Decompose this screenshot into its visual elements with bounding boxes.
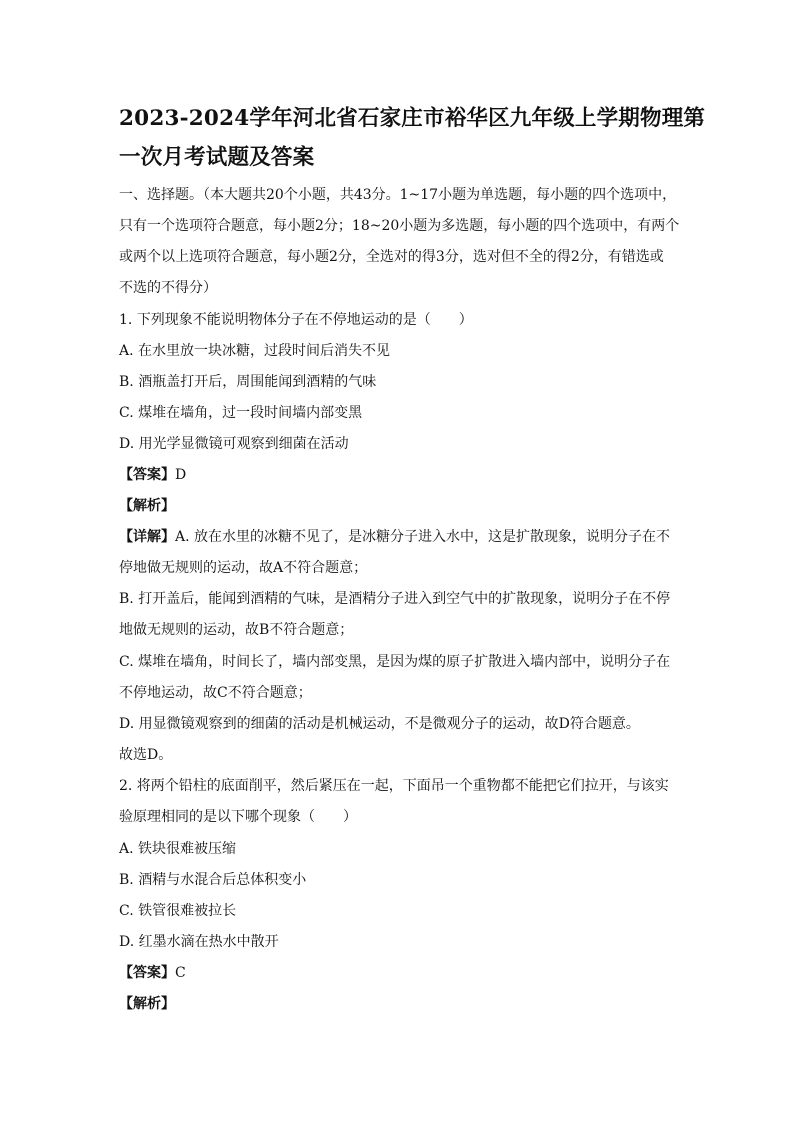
doc-title-line-2: 一次月考试题及答案 — [119, 145, 315, 170]
section-instructions-line-2: 只有一个选项符合题意，每小题2分；18~20小题为多选题，每小题的四个选项中，有两个 — [119, 218, 680, 234]
q2-answer-tag: 【答案】 — [119, 965, 175, 981]
q1-option-c: C. 煤堆在墙角，过一段时间墙内部变黑 — [119, 405, 363, 421]
section-instructions-line-4: 不选的不得分） — [119, 280, 217, 296]
q1-detail-text-1: A. 放在水里的冰糖不见了，是冰糖分子进入水中，这是扩散现象，说明分子在不 — [175, 529, 671, 545]
doc-title-line-1: 2023-2024学年河北省石家庄市裕华区九年级上学期物理第 — [119, 106, 706, 131]
section-instructions-line-1: 一、选择题。（本大题共20个小题，共43分。1~17小题为单选题，每小题的四个选项中， — [119, 187, 677, 203]
q2-analysis — [119, 997, 175, 1011]
q1-answer-value: D — [175, 467, 187, 483]
q1-detail-line-1 — [119, 530, 670, 544]
q1-detail-line-5: C. 煤堆在墙角，时间长了，墙内部变黑，是因为煤的原子扩散进入墙内部中，说明分子在 — [119, 654, 671, 670]
q2-stem-line-2: 验原理相同的是以下哪个现象（ ） — [119, 809, 357, 825]
q1-stem: 1. 下列现象不能说明物体分子在不停地运动的是（ ） — [119, 312, 473, 328]
q2-option-a: A. 铁块很难被压缩 — [119, 841, 237, 857]
q2-stem-line-1: 2. 将两个铅柱的底面削平，然后紧压在一起，下面吊一个重物都不能把它们拉开，与该实 — [119, 778, 669, 794]
q2-option-c: C. 铁管很难被拉长 — [119, 903, 237, 919]
q1-option-b: B. 酒瓶盖打开后，周围能闻到酒精的气味 — [119, 374, 377, 390]
q2-answer-value: C — [175, 965, 186, 981]
q1-analysis — [119, 499, 175, 513]
q1-option-a: A. 在水里放一块冰糖，过段时间后消失不见 — [119, 343, 391, 359]
q1-detail-line-7: D. 用显微镜观察到的细菌的活动是机械运动，不是微观分子的运动，故D符合题意。 — [119, 716, 640, 732]
q1-detail-line-6: 不停地运动，故C不符合题意； — [119, 685, 312, 701]
q1-detail-tag: 【详解】 — [119, 529, 175, 545]
q1-answer-tag: 【答案】 — [119, 467, 175, 483]
q1-answer — [119, 468, 186, 482]
q1-analysis-tag: 【解析】 — [119, 498, 175, 514]
q1-option-d: D. 用光学显微镜可观察到细菌在活动 — [119, 436, 349, 452]
q2-answer — [119, 966, 186, 980]
q2-option-d: D. 红墨水滴在热水中散开 — [119, 934, 279, 950]
q1-detail-line-4: 地做无规则的运动，故B不符合题意； — [119, 622, 354, 638]
q1-conclusion: 故选D。 — [119, 747, 173, 763]
section-instructions-line-3: 或两个以上选项符合题意，每小题2分，全选对的得3分，选对但不全的得2分，有错选或 — [119, 249, 664, 265]
q2-option-b: B. 酒精与水混合后总体积变小 — [119, 872, 307, 888]
q1-detail-line-2: 停地做无规则的运动，故A不符合题意； — [119, 560, 368, 576]
q2-analysis-tag: 【解析】 — [119, 996, 175, 1012]
q1-detail-line-3: B. 打开盖后，能闻到酒精的气味，是酒精分子进入到空气中的扩散现象，说明分子在不停 — [119, 591, 671, 607]
